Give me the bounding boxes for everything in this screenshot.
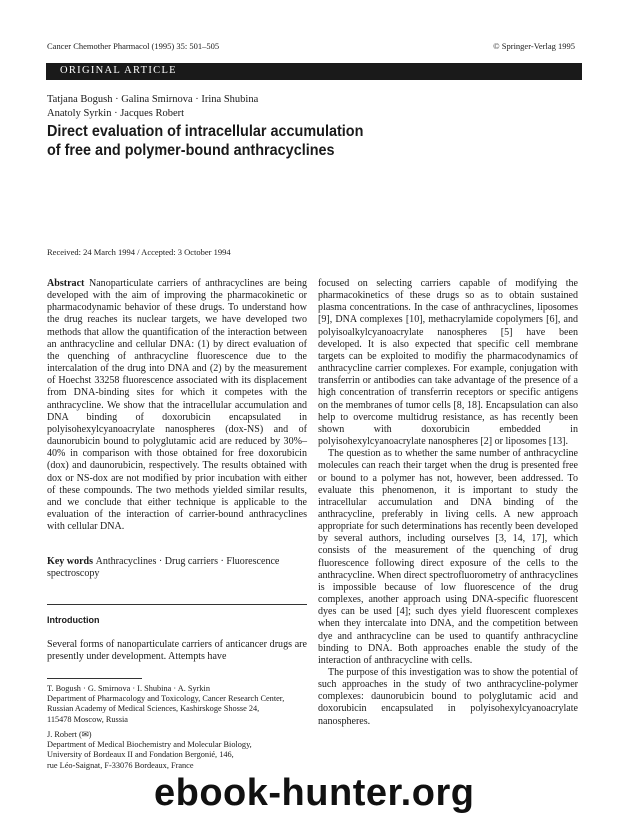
section-banner <box>46 63 582 80</box>
introduction-heading: Introduction <box>47 615 100 625</box>
author-list <box>47 93 258 121</box>
copyright-notice: © Springer-Verlag 1995 <box>493 41 575 51</box>
title-line: of free and polymer-bound anthracyclines <box>47 142 335 159</box>
section-divider <box>47 604 307 605</box>
abstract-text: Nanoparticulate carriers of anthracyclines are being developed with the aim of improving the pharmacokinetic or pharmacodynamic behavior of these drugs. To understand how the drug reaches its nuclear targets, we have developed two methods that allow the quantification of the interaction between an anthracycline and cellular DNA: (1) by direct evaluation of the quenching of anthracycline fluorescence due to the intercalation of the drug into DNA and (2) by the measurement of Hoechst 33258 fluorescence associated with its displacement from DNA-binding sites for which it competes with the anthracycline. We show that the intracellular accumulation and DNA binding of doxorubicin encapsulated in polyisohexylcyanoacrylate nanospheres (dox-NS) and of daunorubicin bound to polyglutamic acid are reduced by 30%–40% in comparison with those obtained for free doxorubicin (dox) and daunorubicin, respectively. The results obtained with dox or NS-dox are not modified by prior incubation with either of these compounds. The two methods yielded similar results, and we conclude that either technique is applicable to the evaluation of the interaction of carrier-bound anthracyclines with cellular DNA. <box>47 278 307 533</box>
affiliation-group-1: T. Bogush · G. Smirnova · I. Shubina · A. Syrkin Department of Pharmacology and Toxicology, Cancer Research Center, Russian Academy of Medical Sciences, Kashirskoge Shosse 24, 115478 Moscow, Russia <box>47 684 285 724</box>
article-title <box>47 122 531 160</box>
received-dates: Received: 24 March 1994 / Accepted: 3 October 1994 <box>47 247 231 257</box>
watermark-text: ebook-hunter.org <box>150 772 478 815</box>
keywords-text: Anthracyclines · Drug carriers · Fluorescence spectroscopy <box>47 556 280 580</box>
abstract <box>47 278 307 533</box>
paragraph: The question as to whether the same number of anthracycline molecules can reach their target when the drug is presented free or bound to a polymer has not, however, been addressed. To evaluate this phenomenon, it is important to study the intracellular accumulation and DNA binding of the anthracycline, preferably in living cells. A new approach appropriate for such determinations has recently been developed by several authors, including ourselves [3, 14, 17], which consists of the measurement of the quenching of drug fluorescence following direct exposure of the cells to the anthracycline. When direct spectrofluorometry of anthracyclines is impossible because of low fluorescence of the drug complexes, another approach using DNA-specific fluorescent dyes can be used [4]; such dyes yield fluorescent complexes when they intercalate into DNA, and the competition between dye and anthracycline can be used to quantify anthracycline binding to DNA. Both approaches enable the study of the interaction of anthracycline with cells. <box>318 448 578 666</box>
keywords-label: Key words <box>47 556 94 567</box>
author-line: Anatoly Syrkin · Jacques Robert <box>47 108 185 119</box>
affiliation-group-2: J. Robert (✉) Department of Medical Biochemistry and Molecular Biology, University of Bordeaux II and Fondation Bergonié, 146, rue Léo-Saignat, F-33076 Bordeaux, France <box>47 730 252 770</box>
author-line: Tatjana Bogush · Galina Smirnova · Irina Shubina <box>47 94 259 105</box>
paragraph: The purpose of this investigation was to show the potential of such approaches in the study of two anthracycline-polymer complexes: daunorubicin bound to polyglutamic acid and doxorubicin encapsulated in polyisohexylcyanoacrylate nanospheres. <box>318 667 578 727</box>
keywords <box>47 556 307 580</box>
section-tag: ORIGINAL ARTICLE <box>60 65 177 76</box>
title-line: Direct evaluation of intracellular accumulation <box>47 123 364 140</box>
paragraph: focused on selecting carriers capable of modifying the pharmacokinetics of these drugs so as to obtain sustained plasma concentrations. In the case of anthracyclines, liposomes [9], DNA complexes [10], methacrylamide copolymers [6], and polyisoalkylcyanoacrylate nanospheres [5] have been developed. It is also expected that specific cell membrane targets can be exploited to modifiy the pharmacodynamics of anthracycline carrier complexes. For example, conjugation with transferrin or antibodies can take advantage of the presence of a high concentration of transferrin receptors or specific antigens on the membranes of tumor cells [8, 18]. Encapsulation can also help to overcome multidrug resistance, as has recently been shown with doxorubicin embedded in polyisohexylcyanoacrylate nanospheres [2] or liposomes [13]. <box>318 278 578 448</box>
journal-citation: Cancer Chemother Pharmacol (1995) 35: 501–505 <box>47 41 220 51</box>
footnote-divider <box>47 678 142 679</box>
introduction-text: Several forms of nanoparticulate carriers of anticancer drugs are presently under development. Attempts have <box>47 639 307 663</box>
abstract-label: Abstract <box>47 278 85 289</box>
right-column-text <box>318 278 578 728</box>
